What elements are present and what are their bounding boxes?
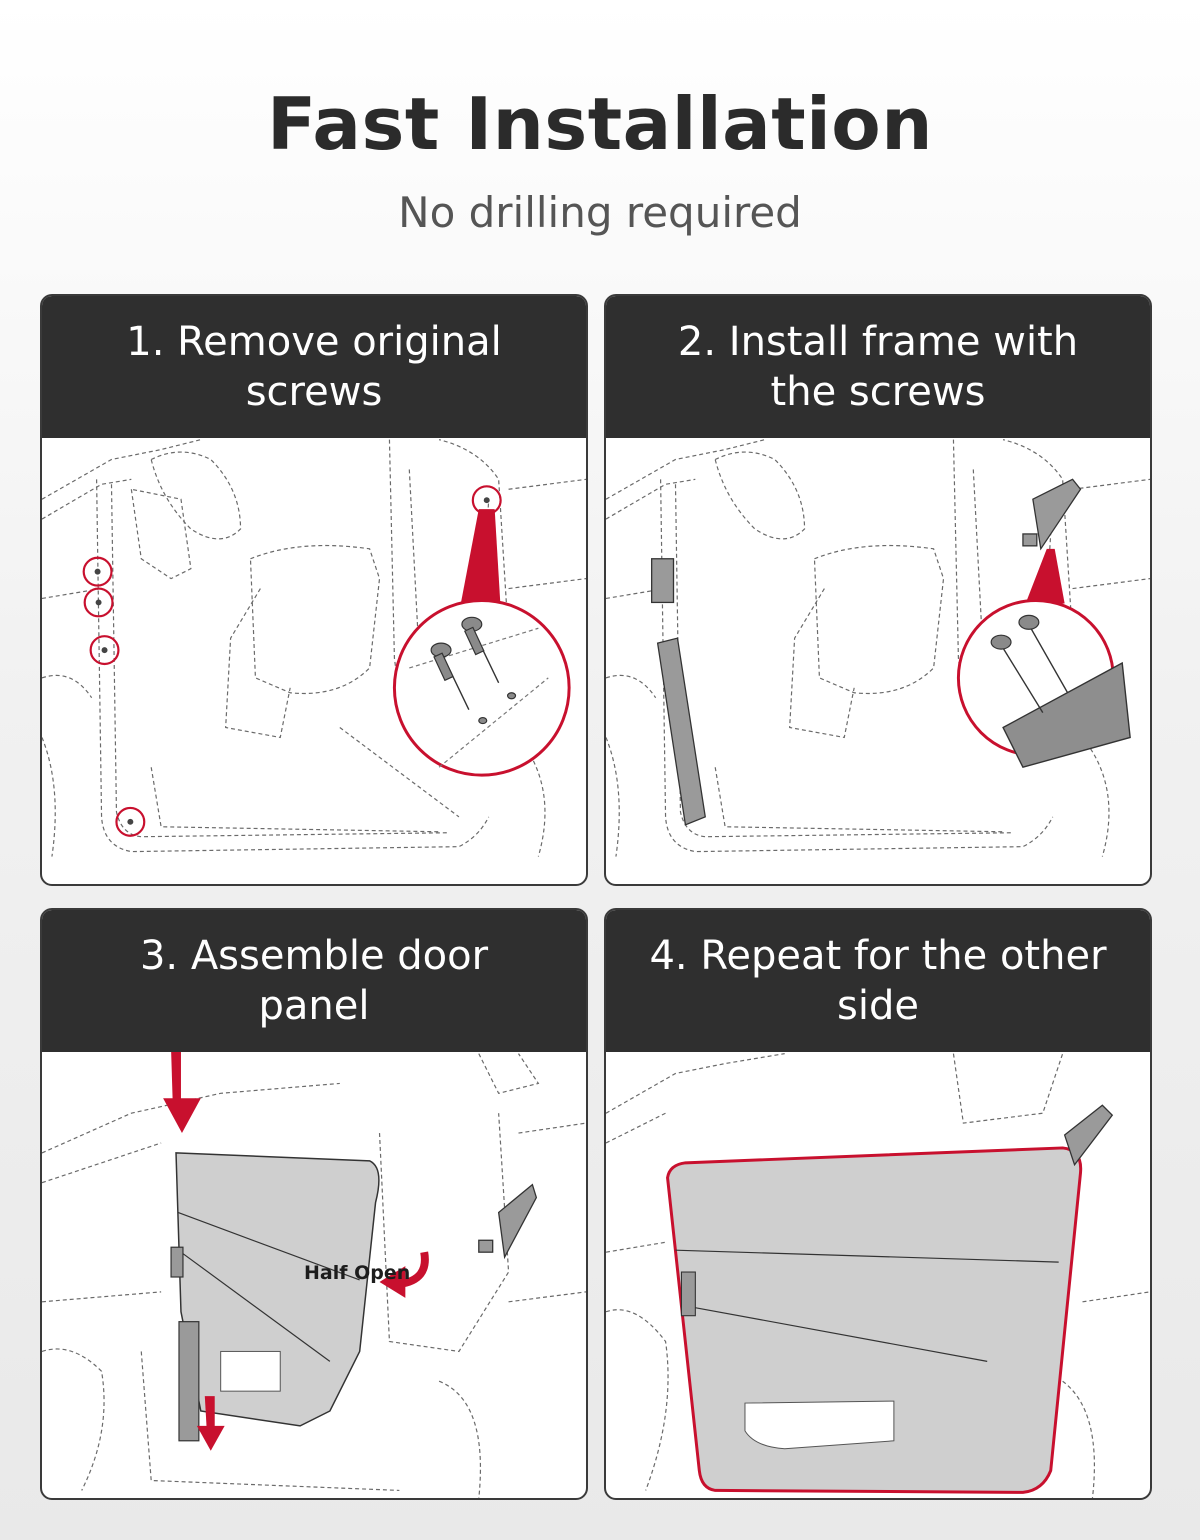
step-card-4	[604, 908, 1152, 1500]
completed-door-illustration	[606, 1052, 1150, 1500]
half-open-annotation: Half Open	[304, 1262, 411, 1284]
vehicle-frame-remove-screws-illustration	[42, 438, 586, 886]
step-card-3	[40, 908, 588, 1500]
step-3-illustration	[42, 1052, 586, 1500]
step-2-label: 2. Install frame with the screws	[606, 296, 1150, 438]
vehicle-frame-install-illustration	[606, 438, 1150, 886]
step-1-illustration	[42, 438, 586, 886]
step-4-label: 4. Repeat for the other side	[606, 910, 1150, 1052]
step-card-2	[604, 294, 1152, 886]
step-4-illustration	[606, 1052, 1150, 1500]
step-2-illustration	[606, 438, 1150, 886]
page-title: Fast Installation	[266, 82, 934, 166]
step-3-label: 3. Assemble door panel	[42, 910, 586, 1052]
page-subtitle: No drilling required	[398, 188, 802, 237]
step-1-label: 1. Remove original screws	[42, 296, 586, 438]
step-card-1	[40, 294, 588, 886]
